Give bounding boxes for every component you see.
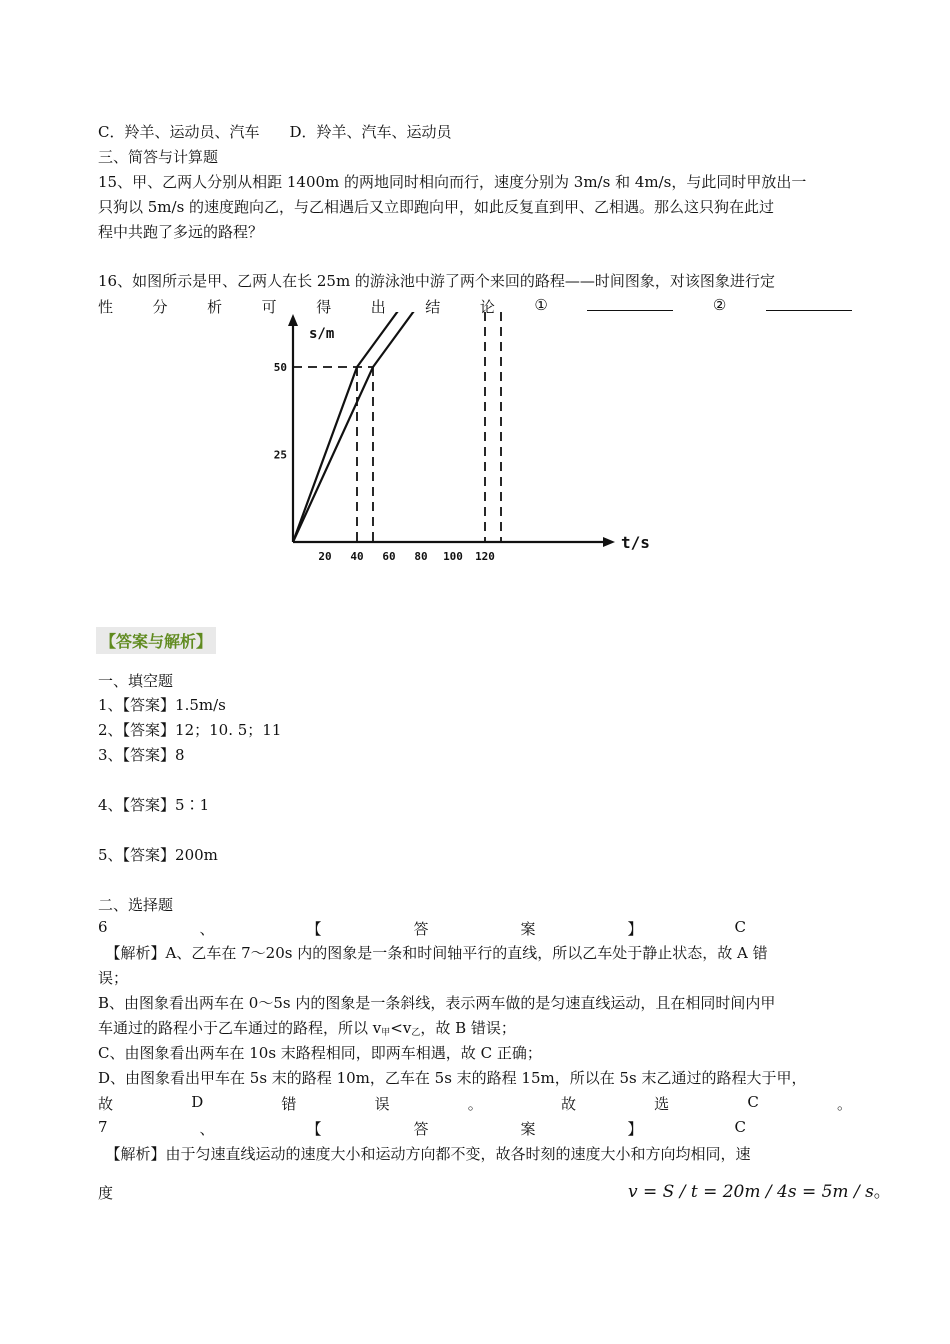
ans6-char: 答 — [413, 920, 429, 938]
answers-heading: 【答案与解析】 — [96, 627, 216, 654]
ans7-char: 7 — [98, 1118, 108, 1136]
q16-char: 结 — [425, 298, 441, 316]
question-15-line: 只狗以 5m/s 的速度跑向乙，与乙相遇后又立即跑向甲，如此反复直到甲、乙相遇。那么这只狗在此过 — [98, 198, 775, 216]
exp6-d2-char: D — [191, 1093, 204, 1111]
section-heading: 二、选择题 — [98, 896, 174, 914]
series-line-yi — [293, 312, 501, 542]
ans6-char: 6 — [98, 918, 108, 936]
chart-labels — [267, 312, 650, 563]
x-tick-label: 80 — [414, 550, 428, 563]
y-axis-label: s/m — [309, 326, 335, 342]
q16-char: 性 — [98, 298, 114, 316]
x-axis-arrow — [603, 537, 615, 547]
q16-char: 分 — [152, 298, 168, 316]
exp6-b2-text: ，故 B 错误； — [420, 1019, 516, 1037]
ans7-char: 】 — [627, 1120, 643, 1138]
exp6-d2-char: 误 — [374, 1095, 390, 1113]
answer-line: 3、【答案】8 — [98, 746, 185, 764]
formula-text: v = S / t = 20m / 4s = 5m / s — [628, 1182, 874, 1202]
x-tick-label: 20 — [318, 550, 332, 563]
y-axis-arrow — [288, 314, 298, 326]
q16-char: 可 — [261, 298, 277, 316]
ans6-char: 案 — [520, 920, 536, 938]
formula-end: 。 — [873, 1182, 891, 1202]
ans7-char: 案 — [520, 1120, 536, 1138]
velocity-formula — [628, 1177, 891, 1202]
ans7-char: 答 — [413, 1120, 429, 1138]
exp6-d2-char: 。 — [836, 1095, 852, 1113]
answer-line: 1、【答案】1.5m/s — [98, 696, 226, 714]
ans6-char: 】 — [627, 920, 643, 938]
subscript-yi: 乙 — [411, 1028, 421, 1038]
x-tick-label: 120 — [475, 550, 495, 563]
answer-line: 5、【答案】200m — [98, 846, 218, 864]
explanation-line: C、由图象看出两车在 10s 末路程相同，即两车相遇，故 C 正确； — [98, 1044, 542, 1062]
explanation-justified-line — [98, 1093, 852, 1114]
question-options: C．羚羊、运动员、汽车 D．羚羊、汽车、运动员 — [98, 123, 452, 141]
question-16-line: 16、如图所示是甲、乙两人在长 25m 的游泳池中游了两个来回的路程——时间图象，对该图象进行定 — [98, 272, 775, 290]
explanation-line — [98, 1017, 516, 1038]
exp6-b2-text: 车通过的路程小于乙车通过的路程，所以 v — [98, 1019, 382, 1037]
ans7-char: C — [734, 1118, 746, 1136]
y-tick-label: 25 — [273, 448, 287, 462]
q16-marker: ② — [712, 296, 727, 314]
answer-line: 2、【答案】12；10. 5；11 — [98, 721, 282, 739]
section-heading: 一、填空题 — [98, 672, 174, 690]
question-15-line: 15、甲、乙两人分别从相距 1400m 的两地同时相向而行，速度分别为 3m/s 和 4m/s，与此同时甲放出一 — [98, 173, 807, 191]
ans6-char: C — [734, 918, 746, 936]
ans6-char: 【 — [306, 920, 322, 938]
explanation-line: B、由图象看出两车在 0～5s 内的图象是一条斜线，表示两车做的是匀速直线运动，且在相同时间内甲 — [98, 994, 776, 1012]
answer-blank-2 — [766, 296, 852, 311]
chart-series — [293, 312, 501, 542]
q16-char: ① — [534, 296, 548, 314]
answer-line: 4、【答案】5∶1 — [98, 796, 210, 814]
subscript-jia: 甲 — [381, 1028, 391, 1038]
ans7-char: 、 — [199, 1120, 215, 1138]
exp6-d2-char: 故 — [560, 1095, 576, 1113]
explanation-line: 【解析】A、乙车在 7～20s 内的图象是一条和时间轴平行的直线，所以乙车处于静止状态，故 A 错 — [98, 944, 768, 962]
answer-6-line — [98, 918, 746, 939]
explanation-line: 误； — [98, 969, 129, 987]
explanation-line: 【解析】由于匀速直线运动的速度大小和运动方向都不变，故各时刻的速度大小和方向均相同，速 — [98, 1145, 751, 1163]
ans6-char: 、 — [199, 920, 215, 938]
series-line-jia — [293, 312, 498, 542]
explanation-line: 度 — [98, 1184, 114, 1202]
explanation-line: D、由图象看出甲车在 5s 末的路程 10m，乙车在 5s 末的路程 15m，所以在 5s 末乙通过的路程大于甲， — [98, 1069, 807, 1087]
answer-7-line — [98, 1118, 746, 1139]
q16-char: 出 — [370, 298, 386, 316]
exp6-b2-text: <v — [390, 1019, 412, 1037]
x-tick-label: 40 — [350, 550, 364, 563]
question-15-line: 程中共跑了多远的路程？ — [98, 223, 264, 241]
exp6-d2-char: 。 — [467, 1095, 483, 1113]
exp6-d2-char: 选 — [654, 1095, 670, 1113]
section-heading: 三、简答与计算题 — [98, 148, 219, 166]
exp6-d2-char: 故 — [98, 1095, 114, 1113]
answer-blank-1 — [587, 296, 673, 311]
q16-char: 论 — [479, 298, 495, 316]
x-tick-label: 100 — [443, 550, 463, 563]
exp6-d2-char: C — [747, 1093, 759, 1111]
ans7-char: 【 — [306, 1120, 322, 1138]
x-axis-label: t/s — [621, 533, 650, 552]
q16-char: 析 — [207, 298, 223, 316]
x-tick-label: 60 — [382, 550, 396, 563]
chart-axes — [288, 314, 615, 547]
y-tick-label: 50 — [273, 361, 287, 374]
q16-char: 得 — [316, 298, 332, 316]
chart-reference-lines — [293, 312, 501, 542]
distance-time-chart — [255, 312, 655, 574]
exp6-d2-char: 错 — [281, 1095, 297, 1113]
